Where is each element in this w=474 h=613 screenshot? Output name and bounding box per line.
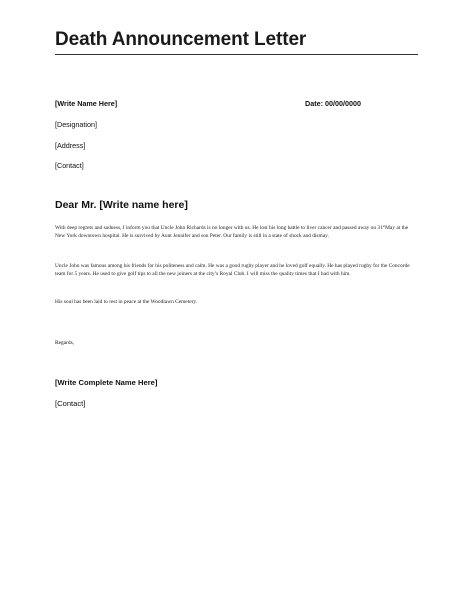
closing-regards: Regards, — [55, 340, 75, 346]
contact-placeholder: [Contact] — [55, 161, 84, 170]
body-paragraph-2: Uncle John was famous among his friends for his politeness and calm. He was a good rugby player and he loved golf equally. He has played rugby for the Concorde team for 5 years. He used to give golf tips to all the new joiners at the city’s Royal Club. I will miss the quality times that I had with him. — [55, 263, 410, 278]
address-placeholder: [Address] — [55, 141, 86, 150]
designation-placeholder: [Designation] — [55, 120, 97, 129]
ordinal-suffix: st — [382, 224, 386, 229]
paragraph-1-text-a: With deep regrets and sadness, I inform you that Uncle John Richards is no longer with us. He lost his long battle to liver cancer and passed away on 31 — [55, 225, 383, 231]
body-paragraph-3: His soul has been laid to rest in peace at the Woodlawn Cemetery. — [55, 299, 198, 305]
signature-name-placeholder: [Write Complete Name Here] — [55, 378, 158, 387]
body-paragraph-1 — [55, 224, 418, 241]
title-underline — [55, 54, 418, 55]
salutation: Dear Mr. [Write name here] — [55, 199, 188, 211]
date-field: Date: 00/00/0000 — [305, 99, 361, 108]
sender-name-placeholder: [Write Name Here] — [55, 99, 118, 108]
paragraph-1-text-b: May at the New York downtown hospital. He is survived by Aunt Jennifer and son Peter. Our family is still in a state of shock and dismay. — [55, 225, 409, 240]
signature-contact-placeholder: [Contact] — [55, 399, 86, 408]
letter-title: Death Announcement Letter — [55, 29, 307, 50]
